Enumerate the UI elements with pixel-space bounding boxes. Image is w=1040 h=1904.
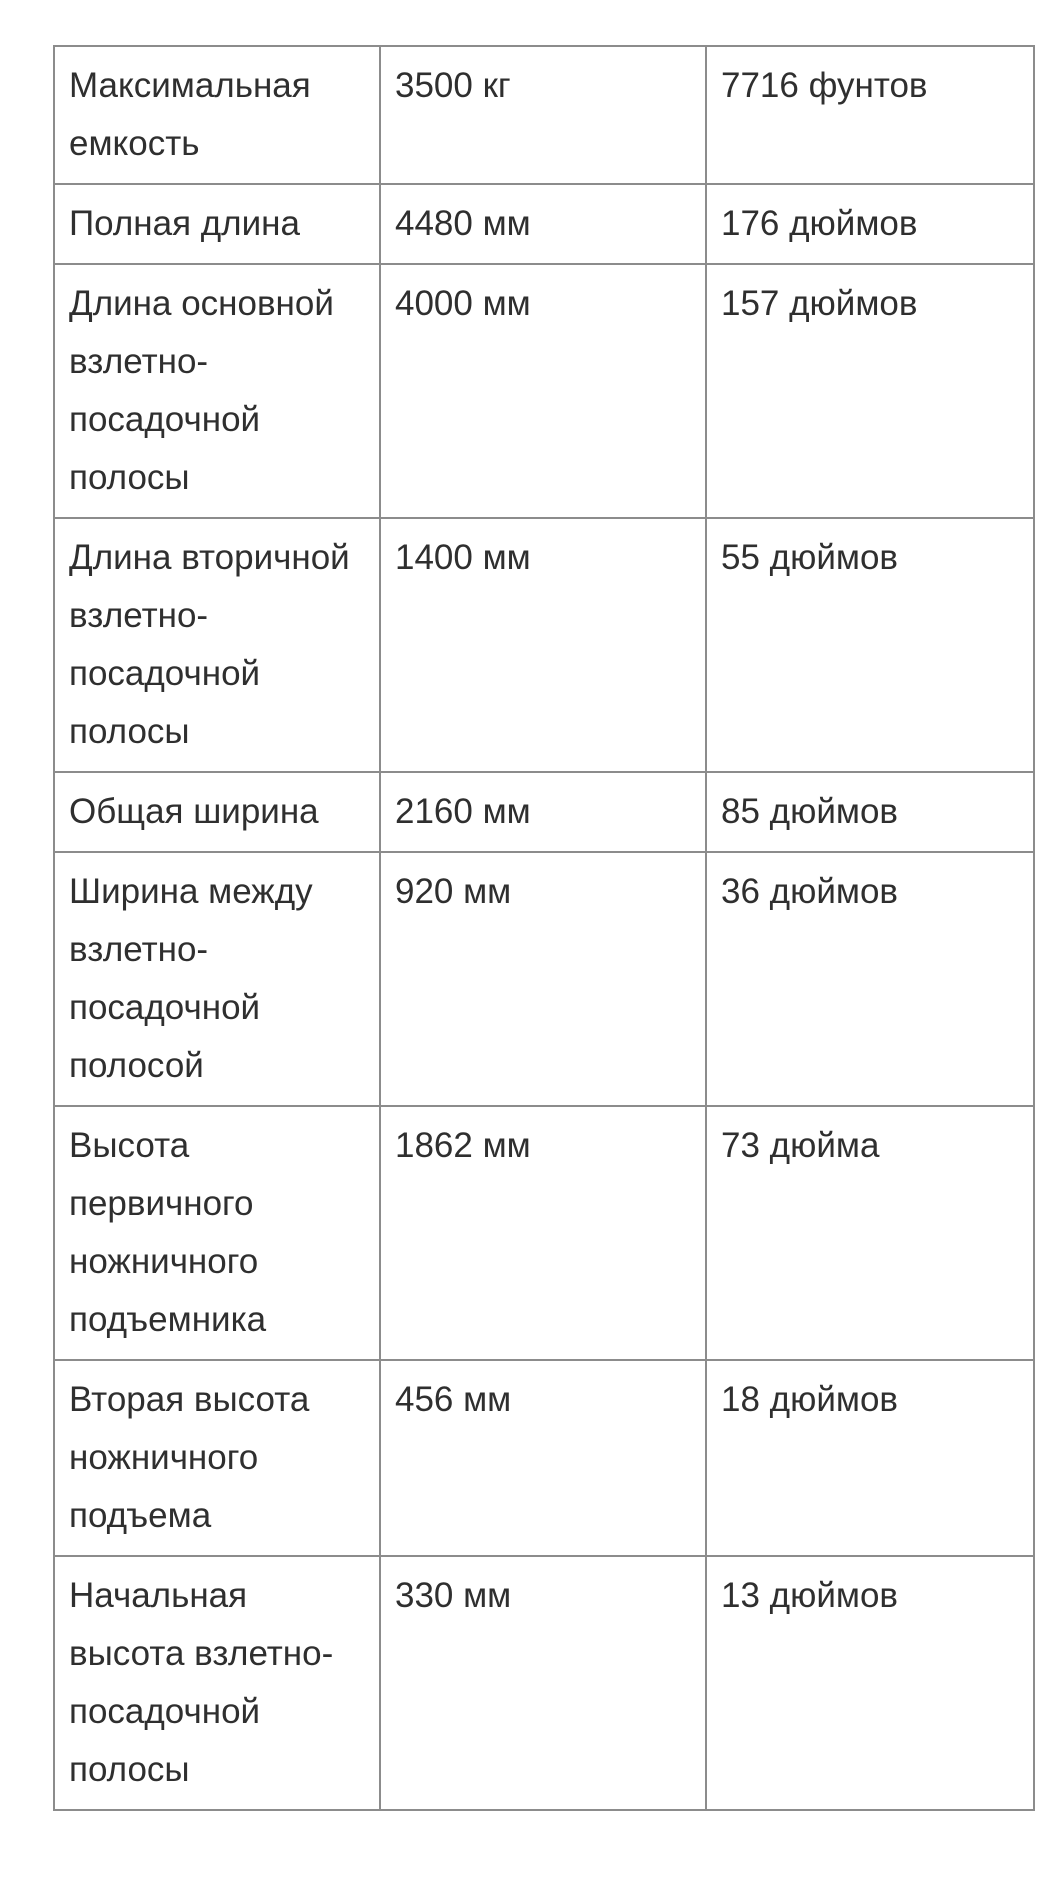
table-row bbox=[54, 1106, 1034, 1360]
spec-metric-cell: 2160 мм bbox=[380, 772, 706, 852]
spec-table bbox=[53, 45, 1035, 1811]
spec-name-cell: Высота первичного ножничного подъемника bbox=[54, 1106, 380, 1360]
table-row bbox=[54, 518, 1034, 772]
spec-name-cell: Ширина между взлетно-посадочной полосой bbox=[54, 852, 380, 1106]
spec-metric-cell: 920 мм bbox=[380, 852, 706, 1106]
spec-metric-cell: 456 мм bbox=[380, 1360, 706, 1556]
spec-imperial-cell: 7716 фунтов bbox=[706, 46, 1034, 184]
spec-imperial-cell: 36 дюймов bbox=[706, 852, 1034, 1106]
spec-name-cell: Максимальная емкость bbox=[54, 46, 380, 184]
table-row bbox=[54, 264, 1034, 518]
spec-imperial-cell: 157 дюймов bbox=[706, 264, 1034, 518]
table-row bbox=[54, 1360, 1034, 1556]
spec-imperial-cell: 18 дюймов bbox=[706, 1360, 1034, 1556]
spec-metric-cell: 330 мм bbox=[380, 1556, 706, 1810]
spec-imperial-cell: 176 дюймов bbox=[706, 184, 1034, 264]
spec-imperial-cell: 13 дюймов bbox=[706, 1556, 1034, 1810]
spec-name-cell: Начальная высота взлетно-посадочной полосы bbox=[54, 1556, 380, 1810]
spec-name-cell: Вторая высота ножничного подъема bbox=[54, 1360, 380, 1556]
spec-name-cell: Длина основной взлетно-посадочной полосы bbox=[54, 264, 380, 518]
spec-name-cell: Длина вторичной взлетно-посадочной полосы bbox=[54, 518, 380, 772]
table-row bbox=[54, 1556, 1034, 1810]
table-row bbox=[54, 46, 1034, 184]
spec-imperial-cell: 73 дюйма bbox=[706, 1106, 1034, 1360]
spec-imperial-cell: 55 дюймов bbox=[706, 518, 1034, 772]
table-row bbox=[54, 852, 1034, 1106]
spec-name-cell: Полная длина bbox=[54, 184, 380, 264]
spec-metric-cell: 4480 мм bbox=[380, 184, 706, 264]
spec-name-cell: Общая ширина bbox=[54, 772, 380, 852]
spec-imperial-cell: 85 дюймов bbox=[706, 772, 1034, 852]
table-row bbox=[54, 772, 1034, 852]
spec-metric-cell: 4000 мм bbox=[380, 264, 706, 518]
spec-metric-cell: 1862 мм bbox=[380, 1106, 706, 1360]
table-row bbox=[54, 184, 1034, 264]
spec-metric-cell: 1400 мм bbox=[380, 518, 706, 772]
spec-metric-cell: 3500 кг bbox=[380, 46, 706, 184]
